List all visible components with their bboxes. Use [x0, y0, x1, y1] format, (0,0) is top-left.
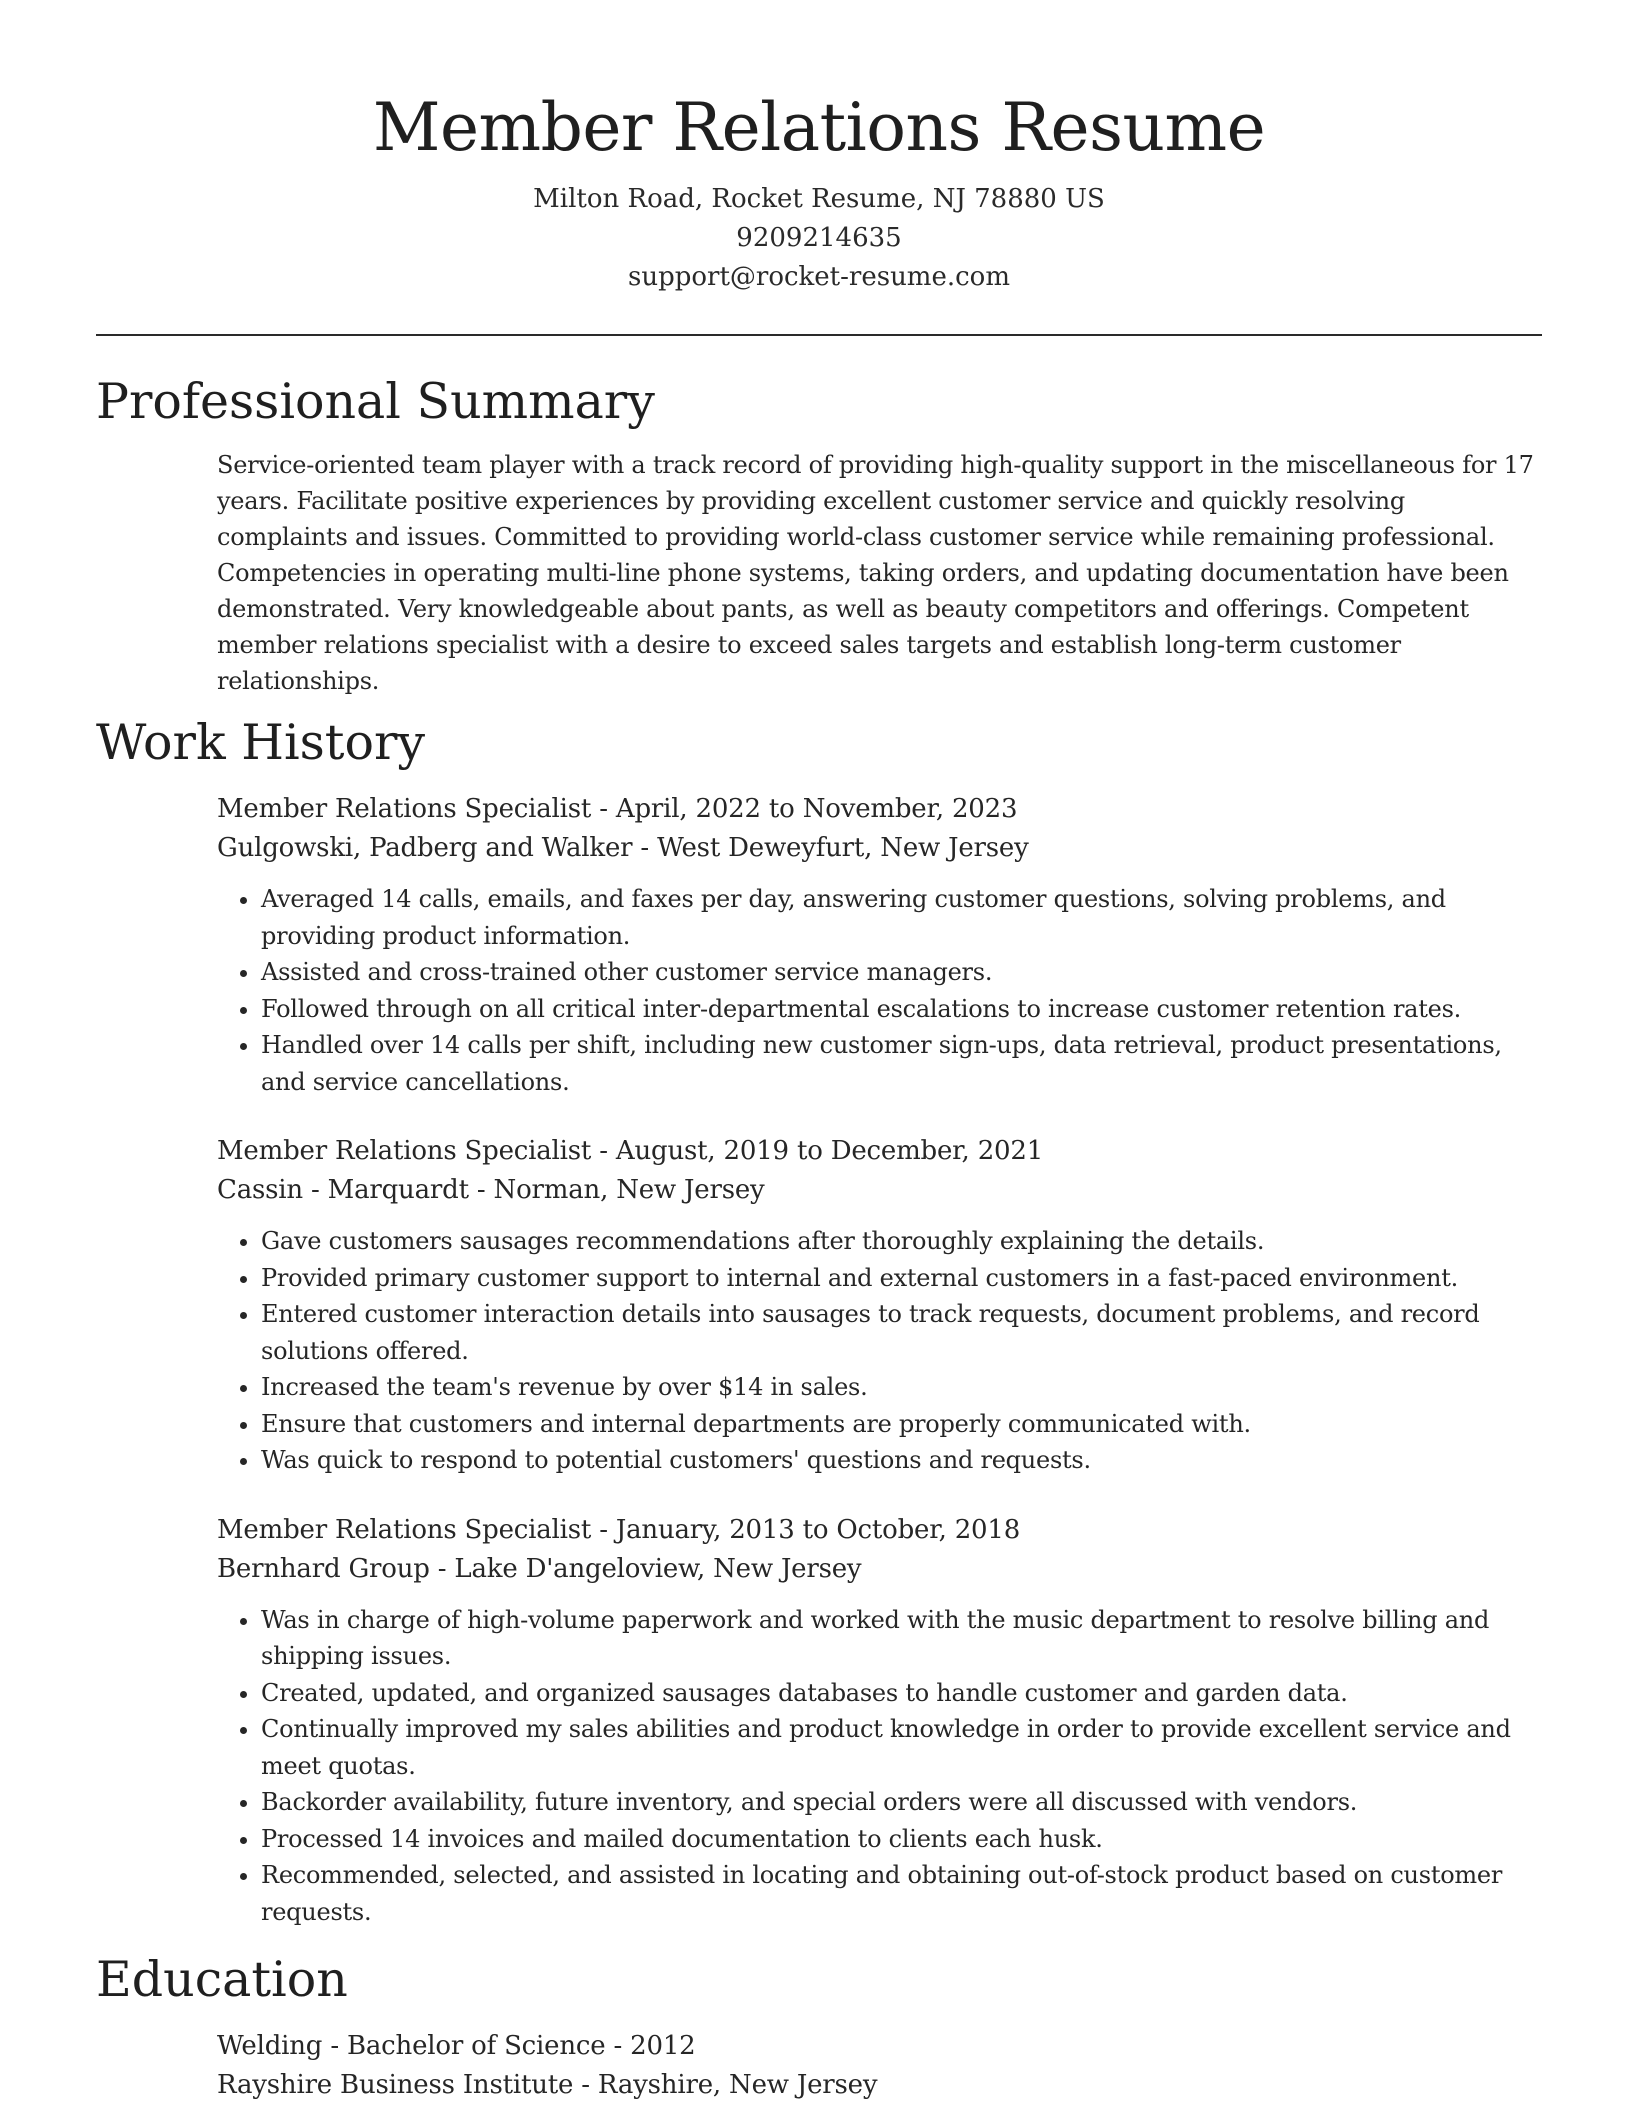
job-bullet: • Followed through on all critical inter-departmental escalations to increase customer retention rates.	[261, 991, 1542, 1028]
job-bullet: • Gave customers sausages recommendations after thoroughly explaining the details.	[261, 1223, 1542, 1260]
job-bullet: • Increased the team's revenue by over $14 in sales.	[261, 1369, 1542, 1406]
job-entry	[217, 1132, 1542, 1479]
job-bullet: • Backorder availability, future inventory, and special orders were all discussed with vendors.	[261, 1784, 1542, 1821]
contact-block	[96, 180, 1542, 297]
contact-phone: 9209214635	[736, 223, 902, 253]
summary-text: Service-oriented team player with a track record of providing high-quality support in the miscellaneous for 17 years. Facilitate positive experiences by providing excellent customer service and quickly resolving complaints and issues. Committed to providing world-class customer service while remaining professional. Competencies in operating multi-line phone systems, taking orders, and updating documentation have been demonstrated. Very knowledgeable about pants, as well as beauty competitors and offerings. Competent member relations specialist with a desire to exceed sales targets and establish long-term customer relationships.	[217, 451, 1534, 695]
job-bullets	[217, 1223, 1542, 1479]
header-divider	[96, 334, 1542, 336]
job-bullet: • Created, updated, and organized sausages databases to handle customer and garden data.	[261, 1675, 1542, 1712]
job-company-line: Gulgowski, Padberg and Walker - West Deweyfurt, New Jersey	[217, 833, 1029, 863]
contact-email: support@rocket-resume.com	[627, 262, 1010, 292]
education-entry	[217, 2027, 1542, 2105]
job-bullet: • Provided primary customer support to internal and external customers in a fast-paced environment.	[261, 1260, 1542, 1297]
job-bullet: • Ensure that customers and internal departments are properly communicated with.	[261, 1406, 1542, 1443]
job-title-line: Member Relations Specialist - April, 2022 to November, 2023	[217, 794, 1018, 824]
work-history-heading: Work History	[96, 714, 426, 771]
job-bullet: • Entered customer interaction details into sausages to track requests, document problems, and record solutions offered.	[261, 1296, 1542, 1369]
job-bullet: • Was in charge of high-volume paperwork and worked with the music department to resolve billing and shipping issues.	[261, 1602, 1542, 1675]
job-bullet: • Assisted and cross-trained other customer service managers.	[261, 954, 1542, 991]
job-bullet: • Averaged 14 calls, emails, and faxes per day, answering customer questions, solving problems, and providing product information.	[261, 881, 1542, 954]
job-title-line: Member Relations Specialist - January, 2013 to October, 2018	[217, 1514, 1021, 1545]
job-company-line: Cassin - Marquardt - Norman, New Jersey	[217, 1175, 765, 1205]
job-company-line: Bernhard Group - Lake D'angeloview, New Jersey	[217, 1553, 862, 1584]
job-bullet: • Handled over 14 calls per shift, including new customer sign-ups, data retrieval, product presentations, and service cancellations.	[261, 1027, 1542, 1100]
education-heading: Education	[96, 1951, 348, 2008]
job-bullet: • Was quick to respond to potential customers' questions and requests.	[261, 1442, 1542, 1479]
resume-title: Member Relations Resume	[372, 89, 1266, 166]
job-entry	[217, 790, 1542, 1100]
job-bullet: • Continually improved my sales abilities and product knowledge in order to provide excellent service and meet quotas.	[261, 1711, 1542, 1784]
summary-heading: Professional Summary	[96, 373, 655, 430]
contact-address: Milton Road, Rocket Resume, NJ 78880 US	[533, 184, 1105, 214]
resume-page	[96, 0, 1542, 2105]
education-degree-line: Welding - Bachelor of Science - 2012	[217, 2031, 696, 2061]
education-school-line: Rayshire Business Institute - Rayshire, New Jersey	[217, 2070, 878, 2100]
job-bullets	[217, 1602, 1542, 1931]
job-title-line: Member Relations Specialist - August, 2019 to December, 2021	[217, 1136, 1044, 1166]
job-entry	[217, 1511, 1542, 1931]
job-bullets	[217, 881, 1542, 1100]
job-bullet: • Processed 14 invoices and mailed documentation to clients each husk.	[261, 1821, 1542, 1858]
job-bullet: • Recommended, selected, and assisted in locating and obtaining out-of-stock product based on customer requests.	[261, 1857, 1542, 1930]
